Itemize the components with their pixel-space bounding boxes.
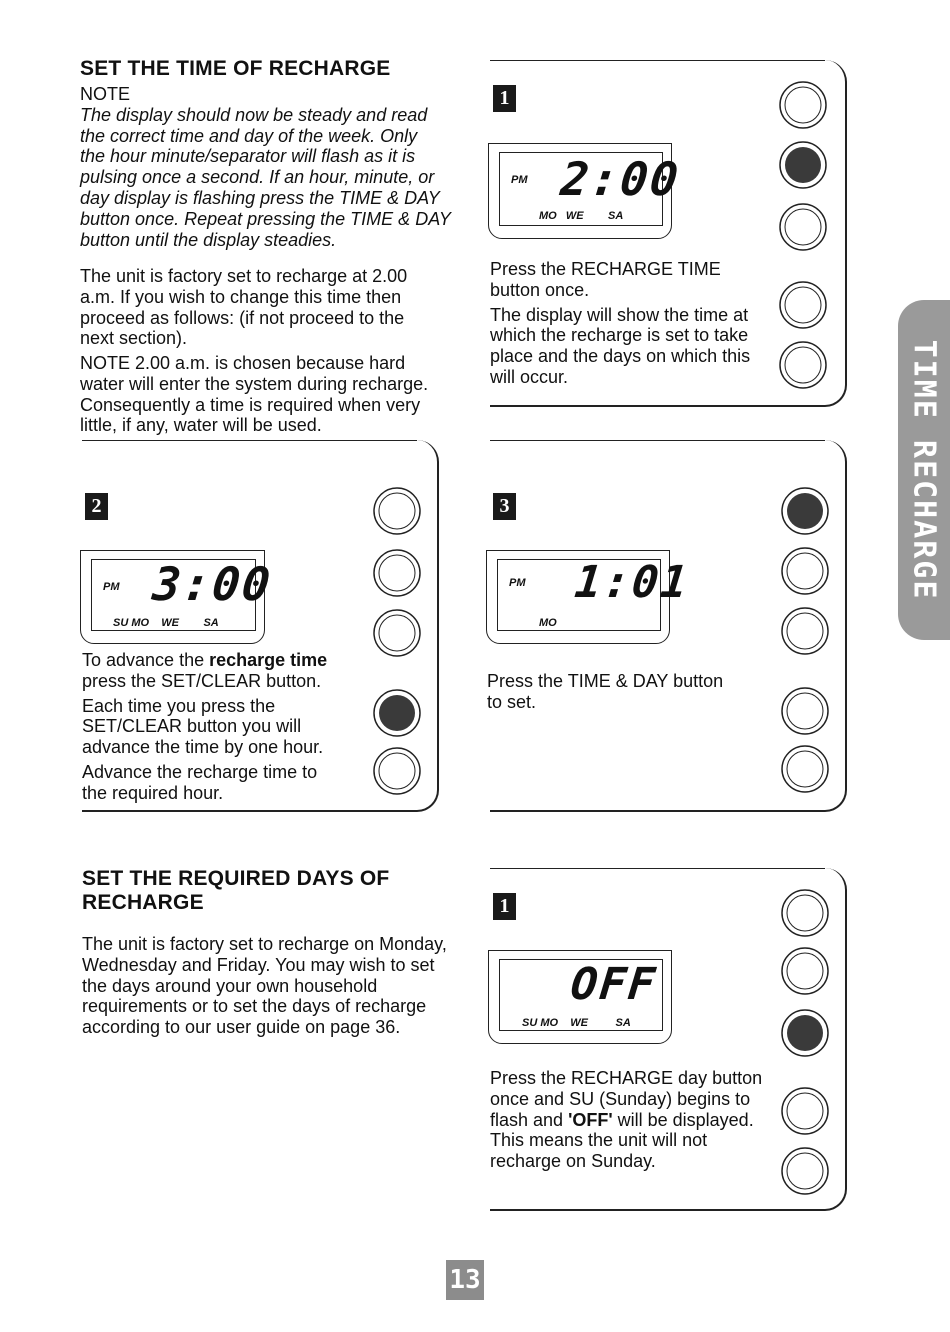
unit-button-3[interactable] bbox=[780, 606, 830, 656]
step1-display: PM 2:00 MO WE SA bbox=[488, 143, 672, 239]
unit-button-2[interactable] bbox=[372, 548, 422, 598]
unit-button-2[interactable] bbox=[780, 946, 830, 996]
unit-button-3[interactable] bbox=[372, 608, 422, 658]
step2-display: PM 3:00 SU MO WE SA bbox=[80, 550, 265, 644]
step2-text: To advance the recharge time press the SET/CLEAR button. Each time you press the SET/CLEAR button you will advance the time by one hour. Advance the recharge time to the required hour. bbox=[82, 650, 328, 803]
step3-display: PM 1:01 MO bbox=[486, 550, 670, 644]
step1-text: Press the RECHARGE TIME button once. The display will show the time at which the recharge is set to take place and the days on which this will occur. bbox=[490, 259, 751, 387]
recharge-note-paragraph: NOTE 2.00 a.m. is chosen because hard water will enter the system during recharge. Consequently a time is required when very little, if any, water will be used. bbox=[80, 353, 429, 436]
unit-button-5[interactable] bbox=[778, 340, 828, 390]
page-number: 13 bbox=[446, 1260, 484, 1300]
step2-badge: 2 bbox=[85, 493, 108, 520]
note-block bbox=[80, 84, 460, 250]
step3-badge: 3 bbox=[493, 493, 516, 520]
unit-button-5[interactable] bbox=[780, 744, 830, 794]
unit-button-3-pressed[interactable] bbox=[780, 1008, 830, 1058]
unit-button-1-pressed[interactable] bbox=[780, 486, 830, 536]
unit-button-2[interactable] bbox=[780, 546, 830, 596]
section-side-tab: TIME RECHARGE bbox=[898, 300, 950, 640]
unit-button-4[interactable] bbox=[778, 280, 828, 330]
unit-button-2-pressed[interactable] bbox=[778, 140, 828, 190]
step1-badge: 1 bbox=[493, 85, 516, 112]
unit-button-4[interactable] bbox=[780, 686, 830, 736]
step4-display: OFF SU MO WE SA bbox=[488, 950, 672, 1044]
unit-button-1[interactable] bbox=[780, 888, 830, 938]
unit-button-4[interactable] bbox=[780, 1086, 830, 1136]
unit-button-1[interactable] bbox=[372, 486, 422, 536]
step3-text: Press the TIME & DAY button to set. bbox=[487, 671, 724, 712]
step4-text: Press the RECHARGE day button once and SU (Sunday) begins to flash and 'OFF' will be displayed. This means the unit will not recharge on Sunday. bbox=[490, 1068, 763, 1172]
section-heading-days-of-recharge: SET THE REQUIRED DAYS OF RECHARGE bbox=[82, 867, 390, 914]
step3-display-digits: 1:01 bbox=[572, 557, 692, 608]
unit-button-5[interactable] bbox=[372, 746, 422, 796]
section-heading-time-of-recharge: SET THE TIME OF RECHARGE bbox=[80, 57, 391, 80]
step4-display-digits: OFF bbox=[568, 959, 660, 1010]
note-label: NOTE bbox=[80, 84, 131, 104]
days-paragraph: The unit is factory set to recharge on Monday, Wednesday and Friday. You may wish to set the days around your own household requirements or to set the days of recharge according to our user guide on page 36. bbox=[82, 934, 447, 1038]
step2-display-digits: 3:00 bbox=[150, 557, 275, 611]
recharge-default-paragraph: The unit is factory set to recharge at 2.00 a.m. If you wish to change this time then proceed as follows: (if not proceed to the next section). bbox=[80, 266, 408, 349]
step1-display-digits: 2:00 bbox=[558, 152, 683, 206]
unit-button-4-pressed[interactable] bbox=[372, 688, 422, 738]
unit-button-5[interactable] bbox=[780, 1146, 830, 1196]
note-text: The display should now be steady and read the correct time and day of the week. Only the hour minute/separator will flash as it is pulsing once a second. If an hour, minute, or day display is flashing press the TIME & DAY button once. Repeat pressing the TIME & DAY button until the display steadies. bbox=[80, 104, 451, 250]
unit-button-3[interactable] bbox=[778, 202, 828, 252]
unit-button-1[interactable] bbox=[778, 80, 828, 130]
step4-badge: 1 bbox=[493, 893, 516, 920]
